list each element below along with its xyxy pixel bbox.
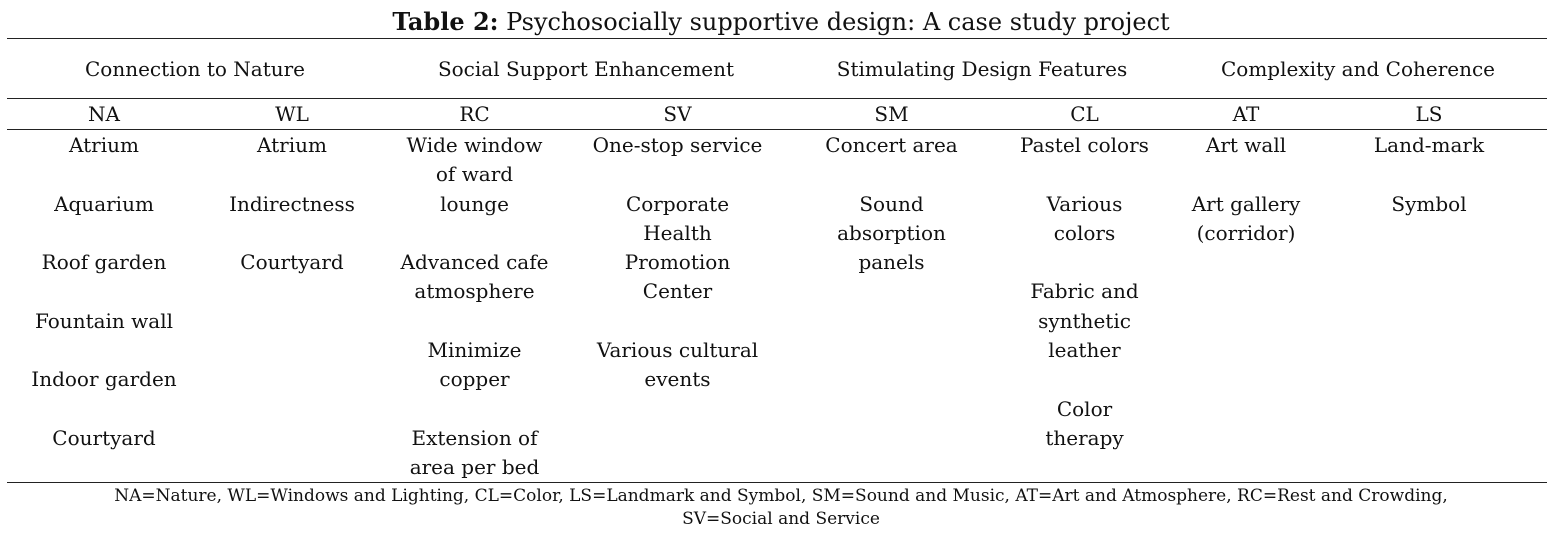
table-cell: Symbol [1391, 191, 1467, 216]
table-bottom-rule [7, 482, 1547, 483]
category-connection-to-nature: Connection to Nature [84, 56, 306, 81]
table-cell: Color therapy [1045, 396, 1124, 450]
table-cell: Courtyard [240, 250, 344, 275]
footnote-line-2: SV=Social and Service [682, 509, 880, 529]
column-sm [789, 131, 994, 483]
table-cell: Concert area [825, 133, 958, 157]
table-cell: Indirectness [229, 191, 355, 216]
table-cell: Extension of area per bed [409, 425, 540, 480]
table-body [7, 131, 1547, 481]
code-cl: CL [1070, 101, 1099, 126]
table-cell: Land-mark [1373, 133, 1485, 157]
table-cell: Pastel colors [1020, 133, 1149, 157]
column-sv [566, 131, 789, 483]
code-at: AT [1232, 101, 1260, 126]
table-cell: Atrium [257, 133, 327, 157]
column-ls [1317, 131, 1541, 483]
code-sm: SM [874, 101, 909, 126]
table-cell: Advanced cafe atmosphere [400, 250, 549, 304]
table-cell: Atrium [69, 133, 139, 157]
header-bottom-rule [7, 129, 1547, 130]
column-cl [994, 131, 1175, 483]
code-wl: WL [275, 101, 309, 126]
table-cell: Roof garden [41, 250, 167, 275]
table-cell: Minimize copper [427, 338, 522, 392]
table-caption [0, 6, 1562, 38]
column-wl [201, 131, 383, 483]
table-cell: Courtyard [52, 425, 156, 450]
code-ls: LS [1415, 101, 1443, 126]
code-header-row [7, 99, 1547, 129]
table-cell: Various cultural events [596, 338, 759, 392]
column-na [7, 131, 201, 483]
table-cell: Indoor garden [31, 367, 177, 392]
category-social-support: Social Support Enhancement [437, 56, 735, 81]
code-rc: RC [459, 101, 490, 126]
column-at [1175, 131, 1317, 483]
table-top-rule [7, 38, 1547, 39]
table-footnote [0, 485, 1562, 531]
code-na: NA [88, 101, 120, 126]
table-cell: One-stop service [592, 133, 763, 157]
table-caption-label: Table 2: [392, 7, 499, 36]
table-cell: Art gallery (corridor) [1191, 191, 1301, 245]
table-cell: Fabric and synthetic leather [1030, 279, 1139, 363]
category-stimulating-design: Stimulating Design Features [836, 56, 1128, 81]
table-caption-title: Psychosocially supportive design: A case study project [506, 8, 1170, 36]
column-rc [383, 131, 566, 483]
code-sv: SV [663, 101, 692, 126]
table-cell: Various colors [1046, 191, 1123, 245]
footnote-line-1: NA=Nature, WL=Windows and Lighting, CL=Color, LS=Landmark and Symbol, SM=Sound and Music, AT=Art and Atmosphere, RC=Rest and Crowding, [114, 486, 1448, 506]
table-cell: Corporate Health Promotion Center [624, 191, 731, 304]
table-cell: Wide window of ward lounge [406, 133, 543, 216]
table-cell: Art wall [1205, 133, 1287, 157]
category-complexity-coherence: Complexity and Coherence [1220, 56, 1496, 81]
table-cell: Aquarium [54, 191, 154, 216]
table-cell: Fountain wall [34, 308, 174, 333]
table-cell: Sound absorption panels [837, 191, 946, 275]
category-header-row [7, 40, 1547, 98]
